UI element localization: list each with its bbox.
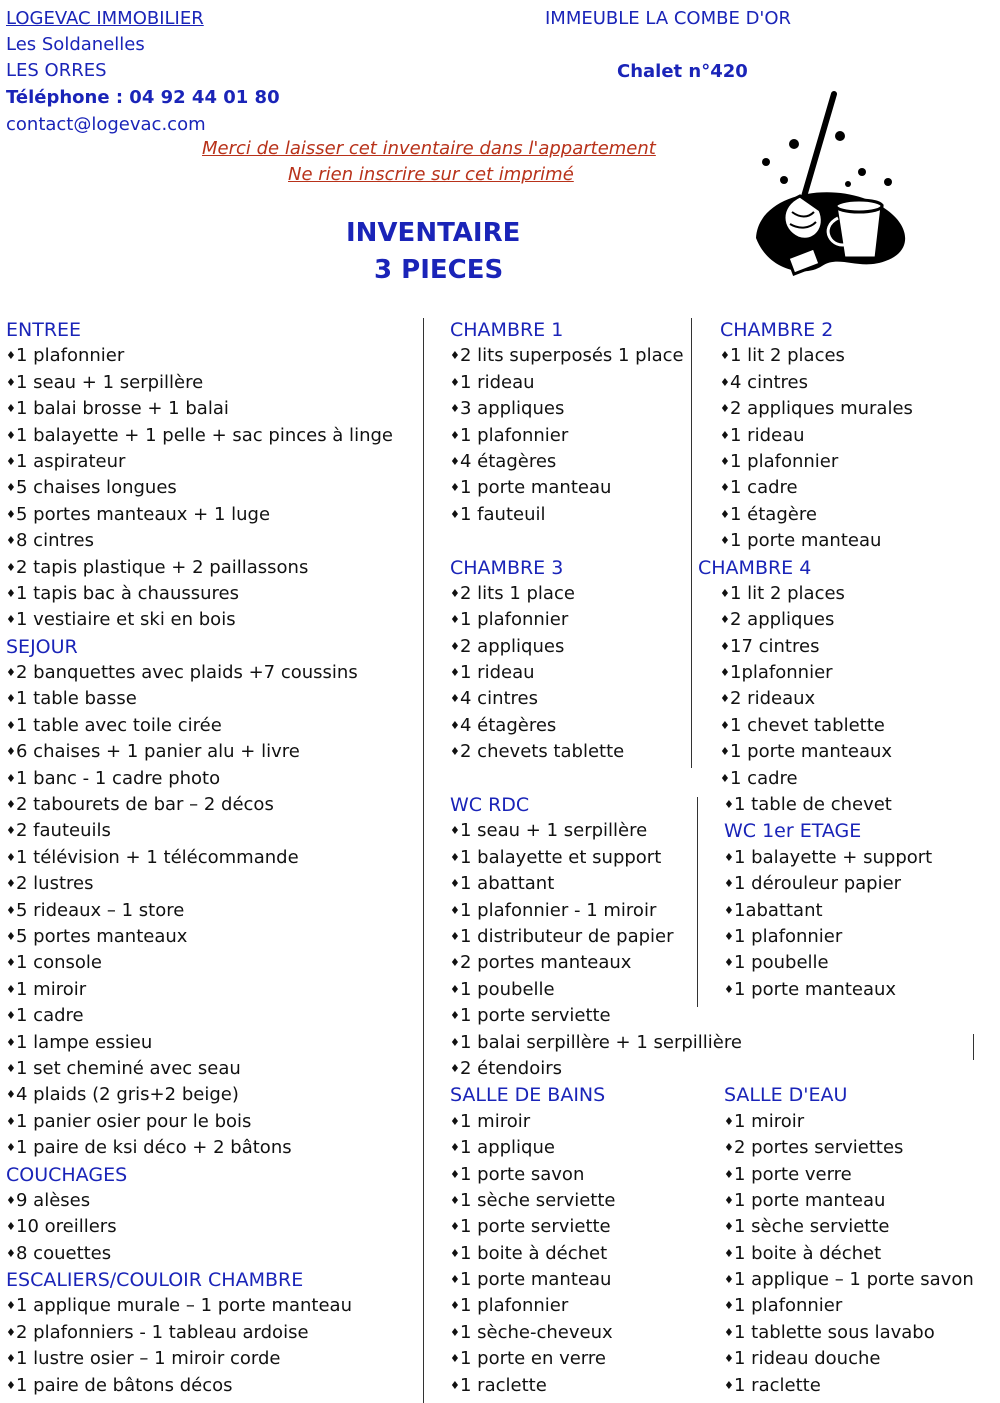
list-item: ♦ 1 table basse: [6, 686, 393, 712]
list-item: ♦ 1 panier osier pour le bois: [6, 1109, 393, 1135]
broom-and-bucket-icon: [748, 88, 913, 286]
inventory-column-1: [6, 317, 393, 1399]
list-item: ♦ 1 porte manteau: [720, 528, 974, 554]
list-item: ♦ 1 vestiaire et ski en bois: [6, 607, 393, 633]
list-item: ♦ 1 abattant: [450, 871, 742, 897]
spacer: [450, 766, 742, 792]
list-item: ♦ 1 porte verre: [724, 1162, 974, 1188]
section-title-salle-d-eau: SALLE D'EAU: [724, 1084, 848, 1107]
list-item: ♦ 1 aspirateur: [6, 449, 393, 475]
list-item: ♦ 1 applique murale – 1 porte manteau: [6, 1293, 393, 1319]
list-item: ♦ 1 cadre: [720, 766, 974, 792]
list-item: ♦ 1 porte manteaux: [724, 977, 974, 1003]
list-item: ♦ 1 rideau: [450, 370, 742, 396]
list-item: ♦ 2 plafonniers - 1 tableau ardoise: [6, 1320, 393, 1346]
list-item: ♦ 1 plafonnier: [6, 343, 393, 369]
list-item: ♦ 1 table de chevet: [724, 792, 974, 818]
list-item: ♦ 1 balai brosse + 1 balai: [6, 396, 393, 422]
spacer: [720, 1030, 974, 1056]
spacer: [720, 1056, 974, 1082]
section-title-wc-1er-etage: WC 1er ETAGE: [724, 820, 862, 843]
list-item: ♦ 1 poubelle: [450, 977, 742, 1003]
list-item: ♦ 2 portes serviettes: [724, 1135, 974, 1161]
column-divider-left: [423, 318, 424, 1403]
list-item: ♦ 1 sèche serviette: [724, 1214, 974, 1240]
list-item: ♦ 1 sèche-cheveux: [450, 1320, 742, 1346]
list-item: ♦ 1abattant: [724, 898, 974, 924]
list-item: ♦ 4 étagères: [450, 713, 742, 739]
list-item: ♦ 2 portes manteaux: [450, 950, 742, 976]
list-item: ♦ 2 lits 1 place: [450, 581, 742, 607]
list-item: ♦ 1 télévision + 1 télécommande: [6, 845, 393, 871]
list-item: ♦ 1 poubelle: [724, 950, 974, 976]
list-item: ♦ 1 plafonnier: [724, 924, 974, 950]
building-name: IMMEUBLE LA COMBE D'OR: [545, 8, 792, 29]
list-item: ♦ 1 rideau: [450, 660, 742, 686]
inventory-column-3: [698, 317, 974, 1399]
list-item: ♦ 6 chaises + 1 panier alu + livre: [6, 739, 393, 765]
list-item: ♦ 1 dérouleur papier: [724, 871, 974, 897]
list-item: ♦ 1 miroir: [6, 977, 393, 1003]
list-item: ♦ 1 cadre: [6, 1003, 393, 1029]
list-item: ♦ 1 boite à déchet: [450, 1241, 742, 1267]
list-item: ♦ 1 miroir: [724, 1109, 974, 1135]
list-item: ♦ 1 cadre: [720, 475, 974, 501]
list-item: ♦ 1 plafonnier: [450, 1293, 742, 1319]
list-item: ♦ 4 étagères: [450, 449, 742, 475]
list-item: ♦ 1 console: [6, 950, 393, 976]
list-item: ♦ 1 tablette sous lavabo: [724, 1320, 974, 1346]
section-title-chambre-1: CHAMBRE 1: [450, 319, 564, 341]
list-item: ♦ 1 applique – 1 porte savon: [724, 1267, 974, 1293]
list-item: ♦ 1 lampe essieu: [6, 1030, 393, 1056]
list-item: ♦ 1 plafonnier: [450, 423, 742, 449]
list-item: ♦ 1 porte manteau: [450, 475, 742, 501]
section-title-entree: ENTREE: [6, 319, 82, 341]
list-item: ♦ 1 set cheminé avec seau: [6, 1056, 393, 1082]
list-item: ♦ 2 chevets tablette: [450, 739, 742, 765]
list-item: ♦ 1plafonnier: [720, 660, 974, 686]
inventory-subtitle: 3 PIECES: [374, 255, 504, 285]
section-title-couchages: COUCHAGES: [6, 1163, 128, 1186]
section-title-chambre-4: CHAMBRE 4: [698, 556, 812, 579]
list-item: ♦ 4 cintres: [720, 370, 974, 396]
list-item: ♦ 8 couettes: [6, 1241, 393, 1267]
section-title-sejour: SEJOUR: [6, 635, 78, 658]
list-item: ♦ 5 portes manteaux: [6, 924, 393, 950]
company-email[interactable]: contact@logevac.com: [6, 114, 206, 135]
list-item: ♦ 1 porte manteau: [724, 1188, 974, 1214]
list-item: ♦ 2 tabourets de bar – 2 décos: [6, 792, 393, 818]
list-item: ♦ 2 tapis plastique + 2 paillassons: [6, 555, 393, 581]
list-item: ♦ 2 banquettes avec plaids +7 coussins: [6, 660, 393, 686]
list-item: ♦ 2 étendoirs: [450, 1056, 742, 1082]
list-item: ♦ 1 fauteuil: [450, 502, 742, 528]
list-item: ♦ 1 banc - 1 cadre photo: [6, 766, 393, 792]
list-item: ♦ 1 sèche serviette: [450, 1188, 742, 1214]
inventory-column-2: [450, 317, 742, 1399]
list-item: ♦ 1 porte manteau: [450, 1267, 742, 1293]
list-item: ♦ 1 raclette: [724, 1373, 974, 1399]
list-item: ♦ 5 chaises longues: [6, 475, 393, 501]
section-title-chambre-2: CHAMBRE 2: [720, 319, 834, 341]
list-item: ♦ 2 rideaux: [720, 686, 974, 712]
list-item: ♦ 1 paire de bâtons décos: [6, 1373, 393, 1399]
spacer: [720, 1003, 974, 1029]
company-phone: Téléphone : 04 92 44 01 80: [6, 87, 280, 108]
list-item: ♦ 1 plafonnier: [450, 607, 742, 633]
list-item: ♦ 1 lustre osier – 1 miroir corde: [6, 1346, 393, 1372]
spacer: [450, 528, 742, 554]
list-item: ♦ 10 oreillers: [6, 1214, 393, 1240]
list-item: ♦ 1 chevet tablette: [720, 713, 974, 739]
company-name: LOGEVAC IMMOBILIER: [6, 8, 204, 29]
list-item: ♦ 5 rideaux – 1 store: [6, 898, 393, 924]
list-item: ♦ 1 tapis bac à chaussures: [6, 581, 393, 607]
company-address-line1: Les Soldanelles: [6, 34, 145, 55]
notice-leave-inventory: Merci de laisser cet inventaire dans l'appartement: [202, 138, 656, 159]
list-item: ♦ 8 cintres: [6, 528, 393, 554]
list-item: ♦ 4 plaids (2 gris+2 beige): [6, 1082, 393, 1108]
company-address-line2: LES ORRES: [6, 60, 107, 81]
section-title-escaliers-couloir: ESCALIERS/COULOIR CHAMBRE: [6, 1269, 304, 1292]
list-item: ♦ 1 raclette: [450, 1373, 742, 1399]
list-item: ♦ 1 balayette + 1 pelle + sac pinces à linge: [6, 423, 393, 449]
list-item: ♦ 4 cintres: [450, 686, 742, 712]
list-item: ♦ 2 appliques murales: [720, 396, 974, 422]
list-item: ♦ 1 boite à déchet: [724, 1241, 974, 1267]
list-item: ♦ 5 portes manteaux + 1 luge: [6, 502, 393, 528]
list-item: ♦ 2 lustres: [6, 871, 393, 897]
chalet-number: Chalet n°420: [617, 61, 748, 82]
list-item: ♦ 9 alèses: [6, 1188, 393, 1214]
list-item: ♦ 1 étagère: [720, 502, 974, 528]
list-item: ♦ 1 distributeur de papier: [450, 924, 742, 950]
list-item: ♦ 1 porte serviette: [450, 1214, 742, 1240]
notice-do-not-write: Ne rien inscrire sur cet imprimé: [288, 164, 574, 185]
list-item: ♦ 2 fauteuils: [6, 818, 393, 844]
list-item: ♦ 1 applique: [450, 1135, 742, 1161]
list-item: ♦ 1 rideau douche: [724, 1346, 974, 1372]
list-item: ♦ 1 plafonnier - 1 miroir: [450, 898, 742, 924]
list-item: ♦ 1 miroir: [450, 1109, 742, 1135]
list-item: ♦ 1 balayette + support: [724, 845, 974, 871]
list-item: ♦ 1 plafonnier: [720, 449, 974, 475]
list-item: ♦ 1 paire de ksi déco + 2 bâtons: [6, 1135, 393, 1161]
list-item: ♦ 1 porte manteaux: [720, 739, 974, 765]
section-title-wc-rdc: WC RDC: [450, 794, 530, 817]
list-item: ♦ 1 seau + 1 serpillère: [450, 818, 742, 844]
list-item: ♦ 1 porte savon: [450, 1162, 742, 1188]
list-item: ♦ 2 appliques: [720, 607, 974, 633]
section-title-chambre-3: CHAMBRE 3: [450, 556, 564, 579]
list-item: ♦ 2 lits superposés 1 place: [450, 343, 742, 369]
list-item: ♦ 17 cintres: [720, 634, 974, 660]
list-item: ♦ 1 balai serpillère + 1 serpillière: [450, 1030, 742, 1056]
inventory-title: INVENTAIRE: [346, 218, 521, 248]
list-item: ♦ 3 appliques: [450, 396, 742, 422]
list-item: ♦ 2 appliques: [450, 634, 742, 660]
list-item: ♦ 1 porte en verre: [450, 1346, 742, 1372]
list-item: ♦ 1 seau + 1 serpillère: [6, 370, 393, 396]
list-item: ♦ 1 table avec toile cirée: [6, 713, 393, 739]
list-item: ♦ 1 plafonnier: [724, 1293, 974, 1319]
list-item: ♦ 1 lit 2 places: [720, 343, 974, 369]
list-item: ♦ 1 rideau: [720, 423, 974, 449]
list-item: ♦ 1 balayette et support: [450, 845, 742, 871]
list-item: ♦ 1 porte serviette: [450, 1003, 742, 1029]
section-title-salle-de-bains: SALLE DE BAINS: [450, 1084, 606, 1107]
list-item: ♦ 1 lit 2 places: [720, 581, 974, 607]
